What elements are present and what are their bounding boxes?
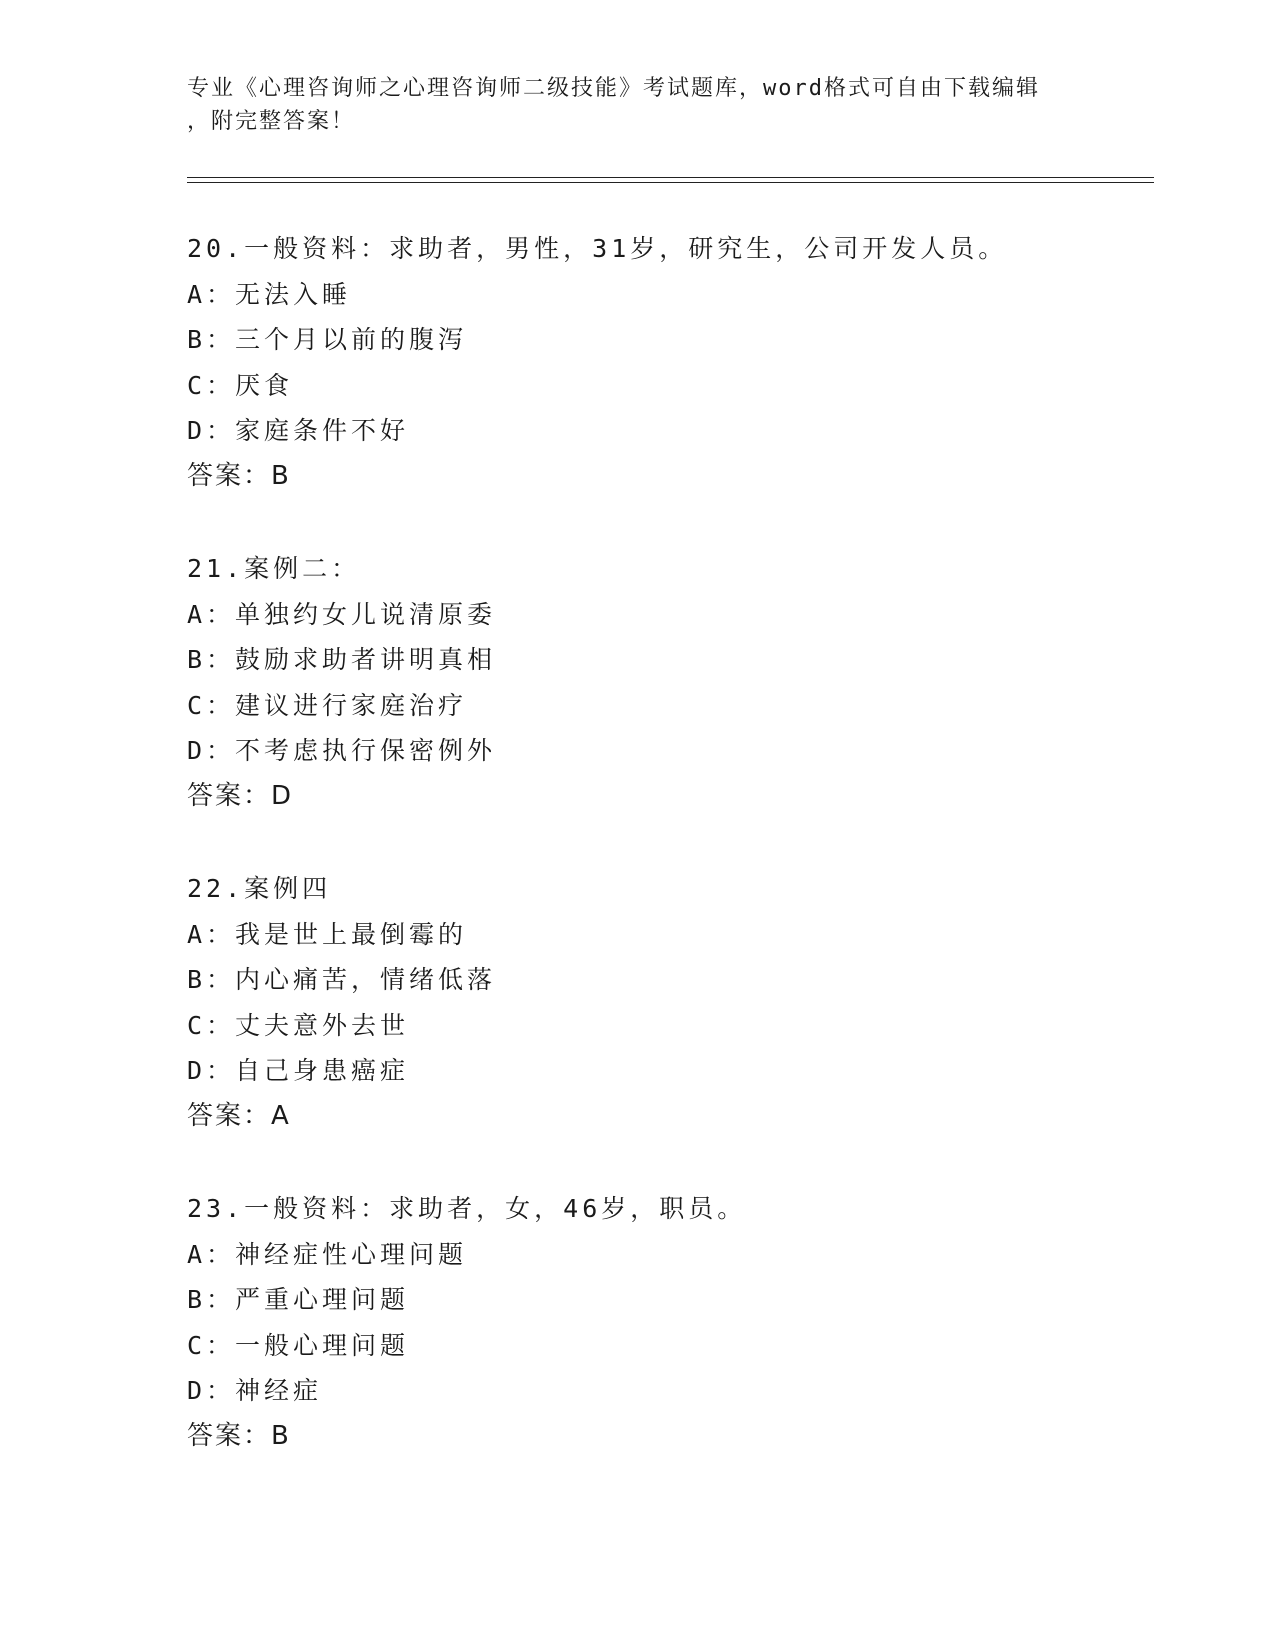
header-divider-bottom [187,182,1154,183]
option-c: C：建议进行家庭治疗 [187,690,468,720]
option-b: B：三个月以前的腹泻 [187,325,468,354]
question-stem: 22.案例四 [187,874,332,903]
question-20 [187,226,1137,499]
question-22 [187,866,1137,1139]
header-divider-top [187,177,1154,178]
question-stem: 23.一般资料：求助者，女，46岁，职员。 [187,1194,747,1223]
option-d: D：家庭条件不好 [187,416,410,445]
option-b: B：严重心理问题 [187,1285,410,1314]
option-b: B：内心痛苦，情绪低落 [187,965,497,994]
option-c: C：一般心理问题 [187,1330,410,1360]
header-line-1: 专业《心理咨询师之心理咨询师二级技能》考试题库，word格式可自由下载编辑 [187,76,1040,101]
option-d: D：不考虑执行保密例外 [187,736,497,765]
answer-line: 答案：B [187,1420,291,1451]
header-line-2: ，附完整答案！ [187,109,356,134]
question-21 [187,546,1137,819]
option-b: B：鼓励求助者讲明真相 [187,645,497,674]
option-c: C：厌食 [187,370,294,400]
option-a: A：我是世上最倒霉的 [187,919,468,949]
question-stem: 20.一般资料：求助者，男性，31岁，研究生，公司开发人员。 [187,234,1008,263]
answer-line: 答案：D [187,780,294,811]
answer-line: 答案：A [187,1100,291,1131]
option-a: A：单独约女儿说清原委 [187,599,497,629]
option-a: A：神经症性心理问题 [187,1239,468,1269]
question-stem: 21.案例二： [187,554,361,583]
option-d: D：神经症 [187,1376,323,1405]
option-c: C：丈夫意外去世 [187,1010,410,1040]
document-header [187,72,1087,138]
option-a: A：无法入睡 [187,279,352,309]
question-23 [187,1186,1137,1459]
option-d: D：自己身患癌症 [187,1056,410,1085]
answer-line: 答案：B [187,460,291,491]
